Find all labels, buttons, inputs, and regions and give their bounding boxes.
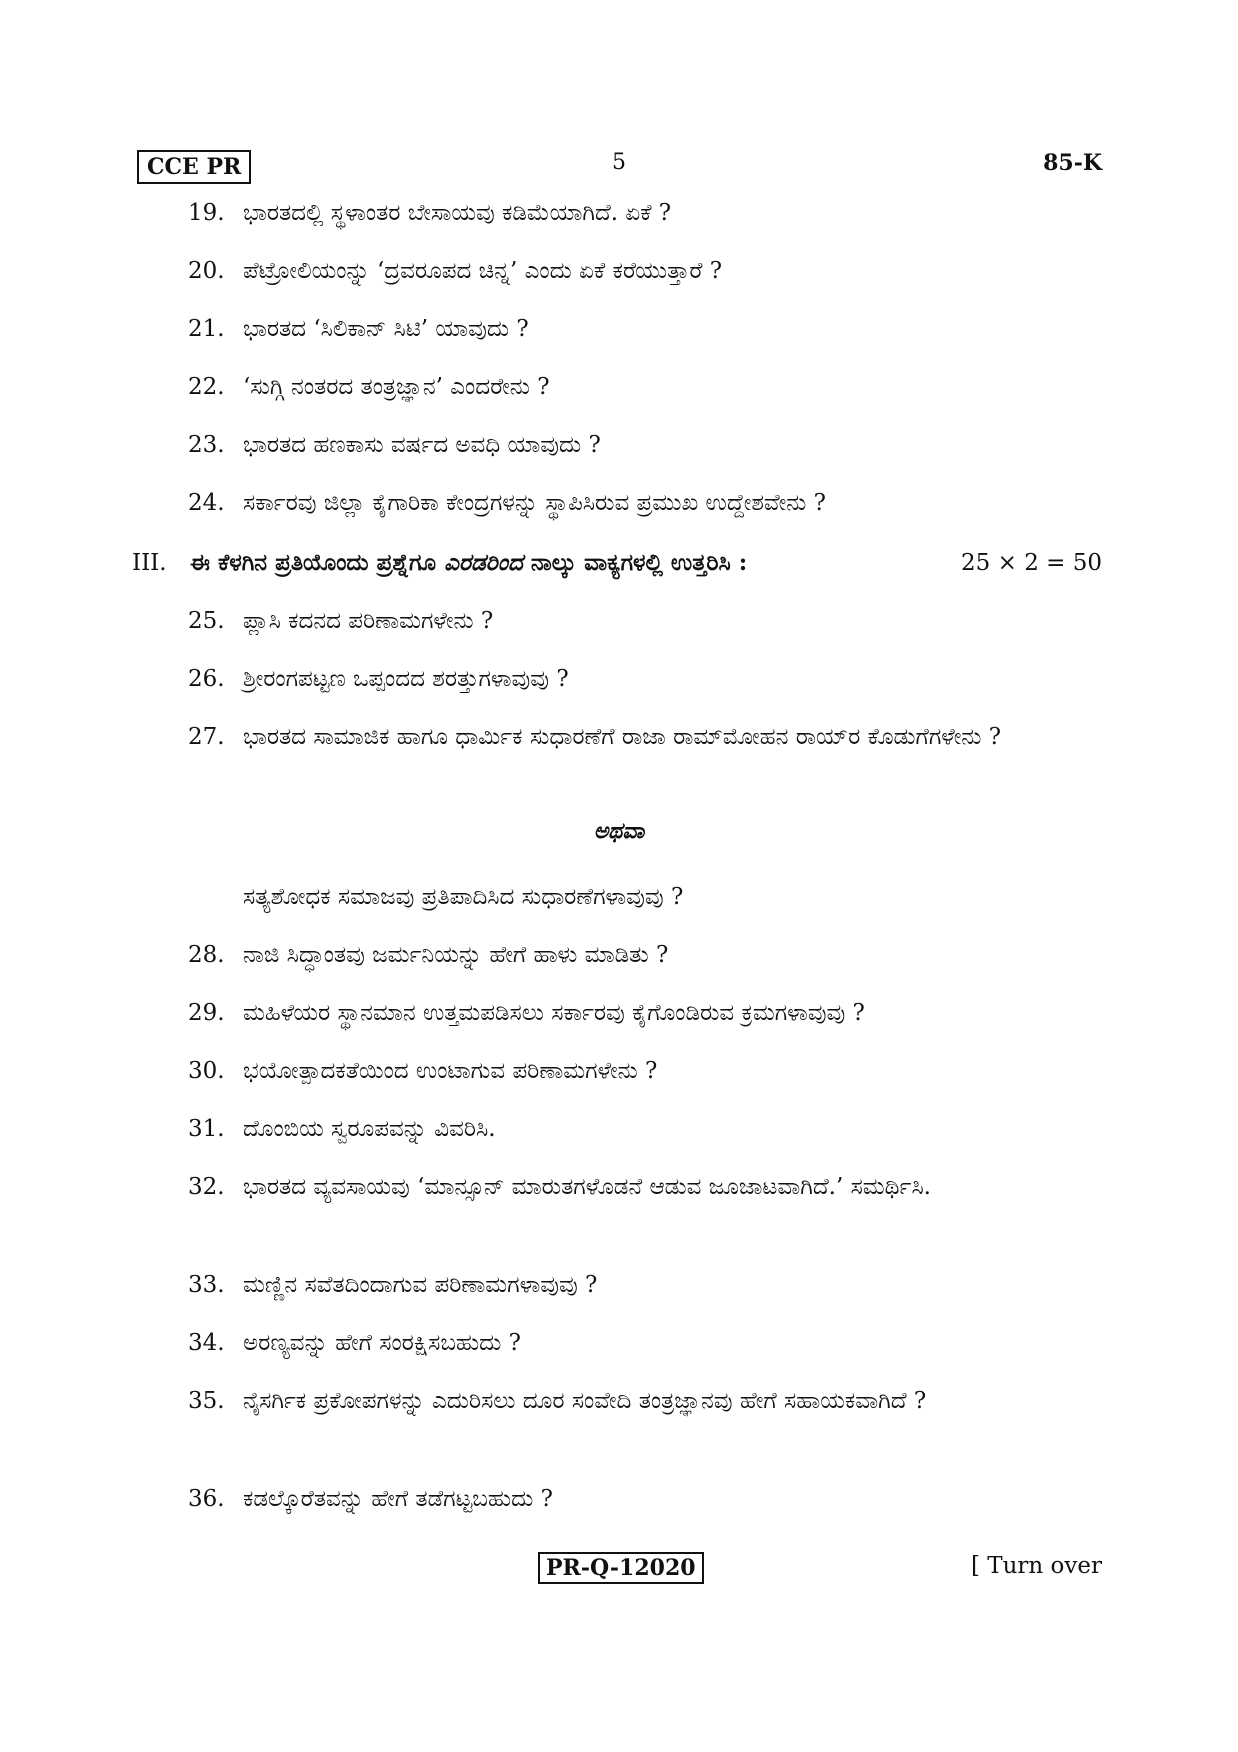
footer-paper-code: PR-Q-12020 <box>538 1552 704 1584</box>
question-text: ಕಡಲ್ಕೊರೆತವನ್ನು ಹೇಗೆ ತಡೆಗಟ್ಟಬಹುದು ? <box>243 1486 553 1512</box>
question-number: 28. <box>188 942 225 968</box>
question-number: 32. <box>188 1174 225 1200</box>
question-number: 34. <box>188 1330 225 1356</box>
question-text: ಅರಣ್ಯವನ್ನು ಹೇಗೆ ಸಂರಕ್ಷಿಸಬಹುದು ? <box>243 1330 521 1356</box>
question-text: ಭಯೋತ್ಪಾದಕತೆಯಿಂದ ಉಂಟಾಗುವ ಪರಿಣಾಮಗಳೇನು ? <box>243 1058 658 1084</box>
question-text: ನೈಸರ್ಗಿಕ ಪ್ರಕೋಪಗಳನ್ನು ಎದುರಿಸಲು ದೂರ ಸಂವೇದಿ ತಂತ್ರಜ್ಞಾನವು ಹೇಗೆ ಸಹಾಯಕವಾಗಿದೆ ? <box>243 1388 927 1414</box>
question-text: ಭಾರತದ ‘ಸಿಲಿಕಾನ್ ಸಿಟಿ’ ಯಾವುದು ? <box>243 316 529 342</box>
question-text: ಭಾರತದ ವ್ಯವಸಾಯವು ‘ಮಾನ್ಸೂನ್ ಮಾರುತಗಳೊಡನೆ ಆಡುವ ಜೂಜಾಟವಾಗಿದೆ.’ ಸಮರ್ಥಿಸಿ. <box>243 1174 931 1200</box>
question-number: 36. <box>188 1486 225 1512</box>
question-number: 19. <box>188 200 225 226</box>
question-number: 20. <box>188 258 225 284</box>
question-text: ಶ್ರೀರಂಗಪಟ್ಟಣ ಒಪ್ಪಂದದ ಶರತ್ತುಗಳಾವುವು ? <box>243 666 569 692</box>
question-text: ‘ಸುಗ್ಗಿ ನಂತರದ ತಂತ್ರಜ್ಞಾನ’ ಎಂದರೇನು ? <box>243 374 550 400</box>
question-number: 29. <box>188 1000 225 1026</box>
section-marks: 25 × 2 = 50 <box>961 550 1102 576</box>
or-separator: ಅಥವಾ <box>593 818 645 844</box>
cce-pr-label: CCE PR <box>137 150 251 184</box>
question-number: 23. <box>188 432 225 458</box>
question-number: 22. <box>188 374 225 400</box>
paper-code: 85-K <box>1043 150 1102 176</box>
question-number: 33. <box>188 1272 225 1298</box>
question-number: 21. <box>188 316 225 342</box>
question-text: ಭಾರತದಲ್ಲಿ ಸ್ಥಳಾಂತರ ಬೇಸಾಯವು ಕಡಿಮೆಯಾಗಿದೆ. ಏಕೆ ? <box>243 200 672 226</box>
question-text: ಮಣ್ಣಿನ ಸವೆತದಿಂದಾಗುವ ಪರಿಣಾಮಗಳಾವುವು ? <box>243 1272 598 1298</box>
question-number: 27. <box>188 724 225 750</box>
section-instruction <box>190 543 747 583</box>
instruction-text-2: ನಾಲ್ಕು ವಾಕ್ಯಗಳಲ್ಲಿ ಉತ್ತರಿಸಿ : <box>522 549 748 576</box>
question-text: ಭಾರತದ ಸಾಮಾಜಿಕ ಹಾಗೂ ಧಾರ್ಮಿಕ ಸುಧಾರಣೆಗೆ ರಾಜಾ ರಾಮ್‌ಮೋಹನ ರಾಯ್‌ರ ಕೊಡುಗೆಗಳೇನು ? <box>243 724 1002 750</box>
page-number: 5 <box>612 150 626 175</box>
question-text: ಭಾರತದ ಹಣಕಾಸು ವರ್ಷದ ಅವಧಿ ಯಾವುದು ? <box>243 432 601 458</box>
question-number: 25. <box>188 608 225 634</box>
question-text: ಸರ್ಕಾರವು ಜಿಲ್ಲಾ ಕೈಗಾರಿಕಾ ಕೇಂದ್ರಗಳನ್ನು ಸ್ಥಾಪಿಸಿರುವ ಪ್ರಮುಖ ಉದ್ದೇಶವೇನು ? <box>243 490 826 516</box>
instruction-text-1: ಈ ಕೆಳಗಿನ ಪ್ರತಿಯೊಂದು ಪ್ರಶ್ನೆಗೂ <box>190 549 445 576</box>
instruction-italic: ಎರಡರಿಂದ <box>444 549 523 576</box>
question-number: 24. <box>188 490 225 516</box>
question-number: 30. <box>188 1058 225 1084</box>
question-text: ಮಹಿಳೆಯರ ಸ್ಥಾನಮಾನ ಉತ್ತಮಪಡಿಸಲು ಸರ್ಕಾರವು ಕೈಗೊಂಡಿರುವ ಕ್ರಮಗಳಾವುವು ? <box>243 1000 865 1026</box>
question-text: ಪ್ಲಾಸಿ ಕದನದ ಪರಿಣಾಮಗಳೇನು ? <box>243 608 494 634</box>
question-number: 26. <box>188 666 225 692</box>
question-text: ಪೆಟ್ರೋಲಿಯಂನ್ನು ‘ದ್ರವರೂಪದ ಚಿನ್ನ’ ಎಂದು ಏಕೆ ಕರೆಯುತ್ತಾರೆ ? <box>243 258 723 284</box>
question-text: ಸತ್ಯಶೋಧಕ ಸಮಾಜವು ಪ್ರತಿಪಾದಿಸಿದ ಸುಧಾರಣೆಗಳಾವುವು ? <box>243 884 684 910</box>
question-text: ದೊಂಬಿಯ ಸ್ವರೂಪವನ್ನು ವಿವರಿಸಿ. <box>243 1116 496 1142</box>
turn-over-note: [ Turn over <box>970 1553 1102 1579</box>
question-text: ನಾಜಿ ಸಿದ್ಧಾಂತವು ಜರ್ಮನಿಯನ್ನು ಹೇಗೆ ಹಾಳು ಮಾಡಿತು ? <box>243 942 669 968</box>
question-number: 31. <box>188 1116 225 1142</box>
section-roman-numeral: III. <box>132 550 167 576</box>
question-number: 35. <box>188 1388 225 1414</box>
